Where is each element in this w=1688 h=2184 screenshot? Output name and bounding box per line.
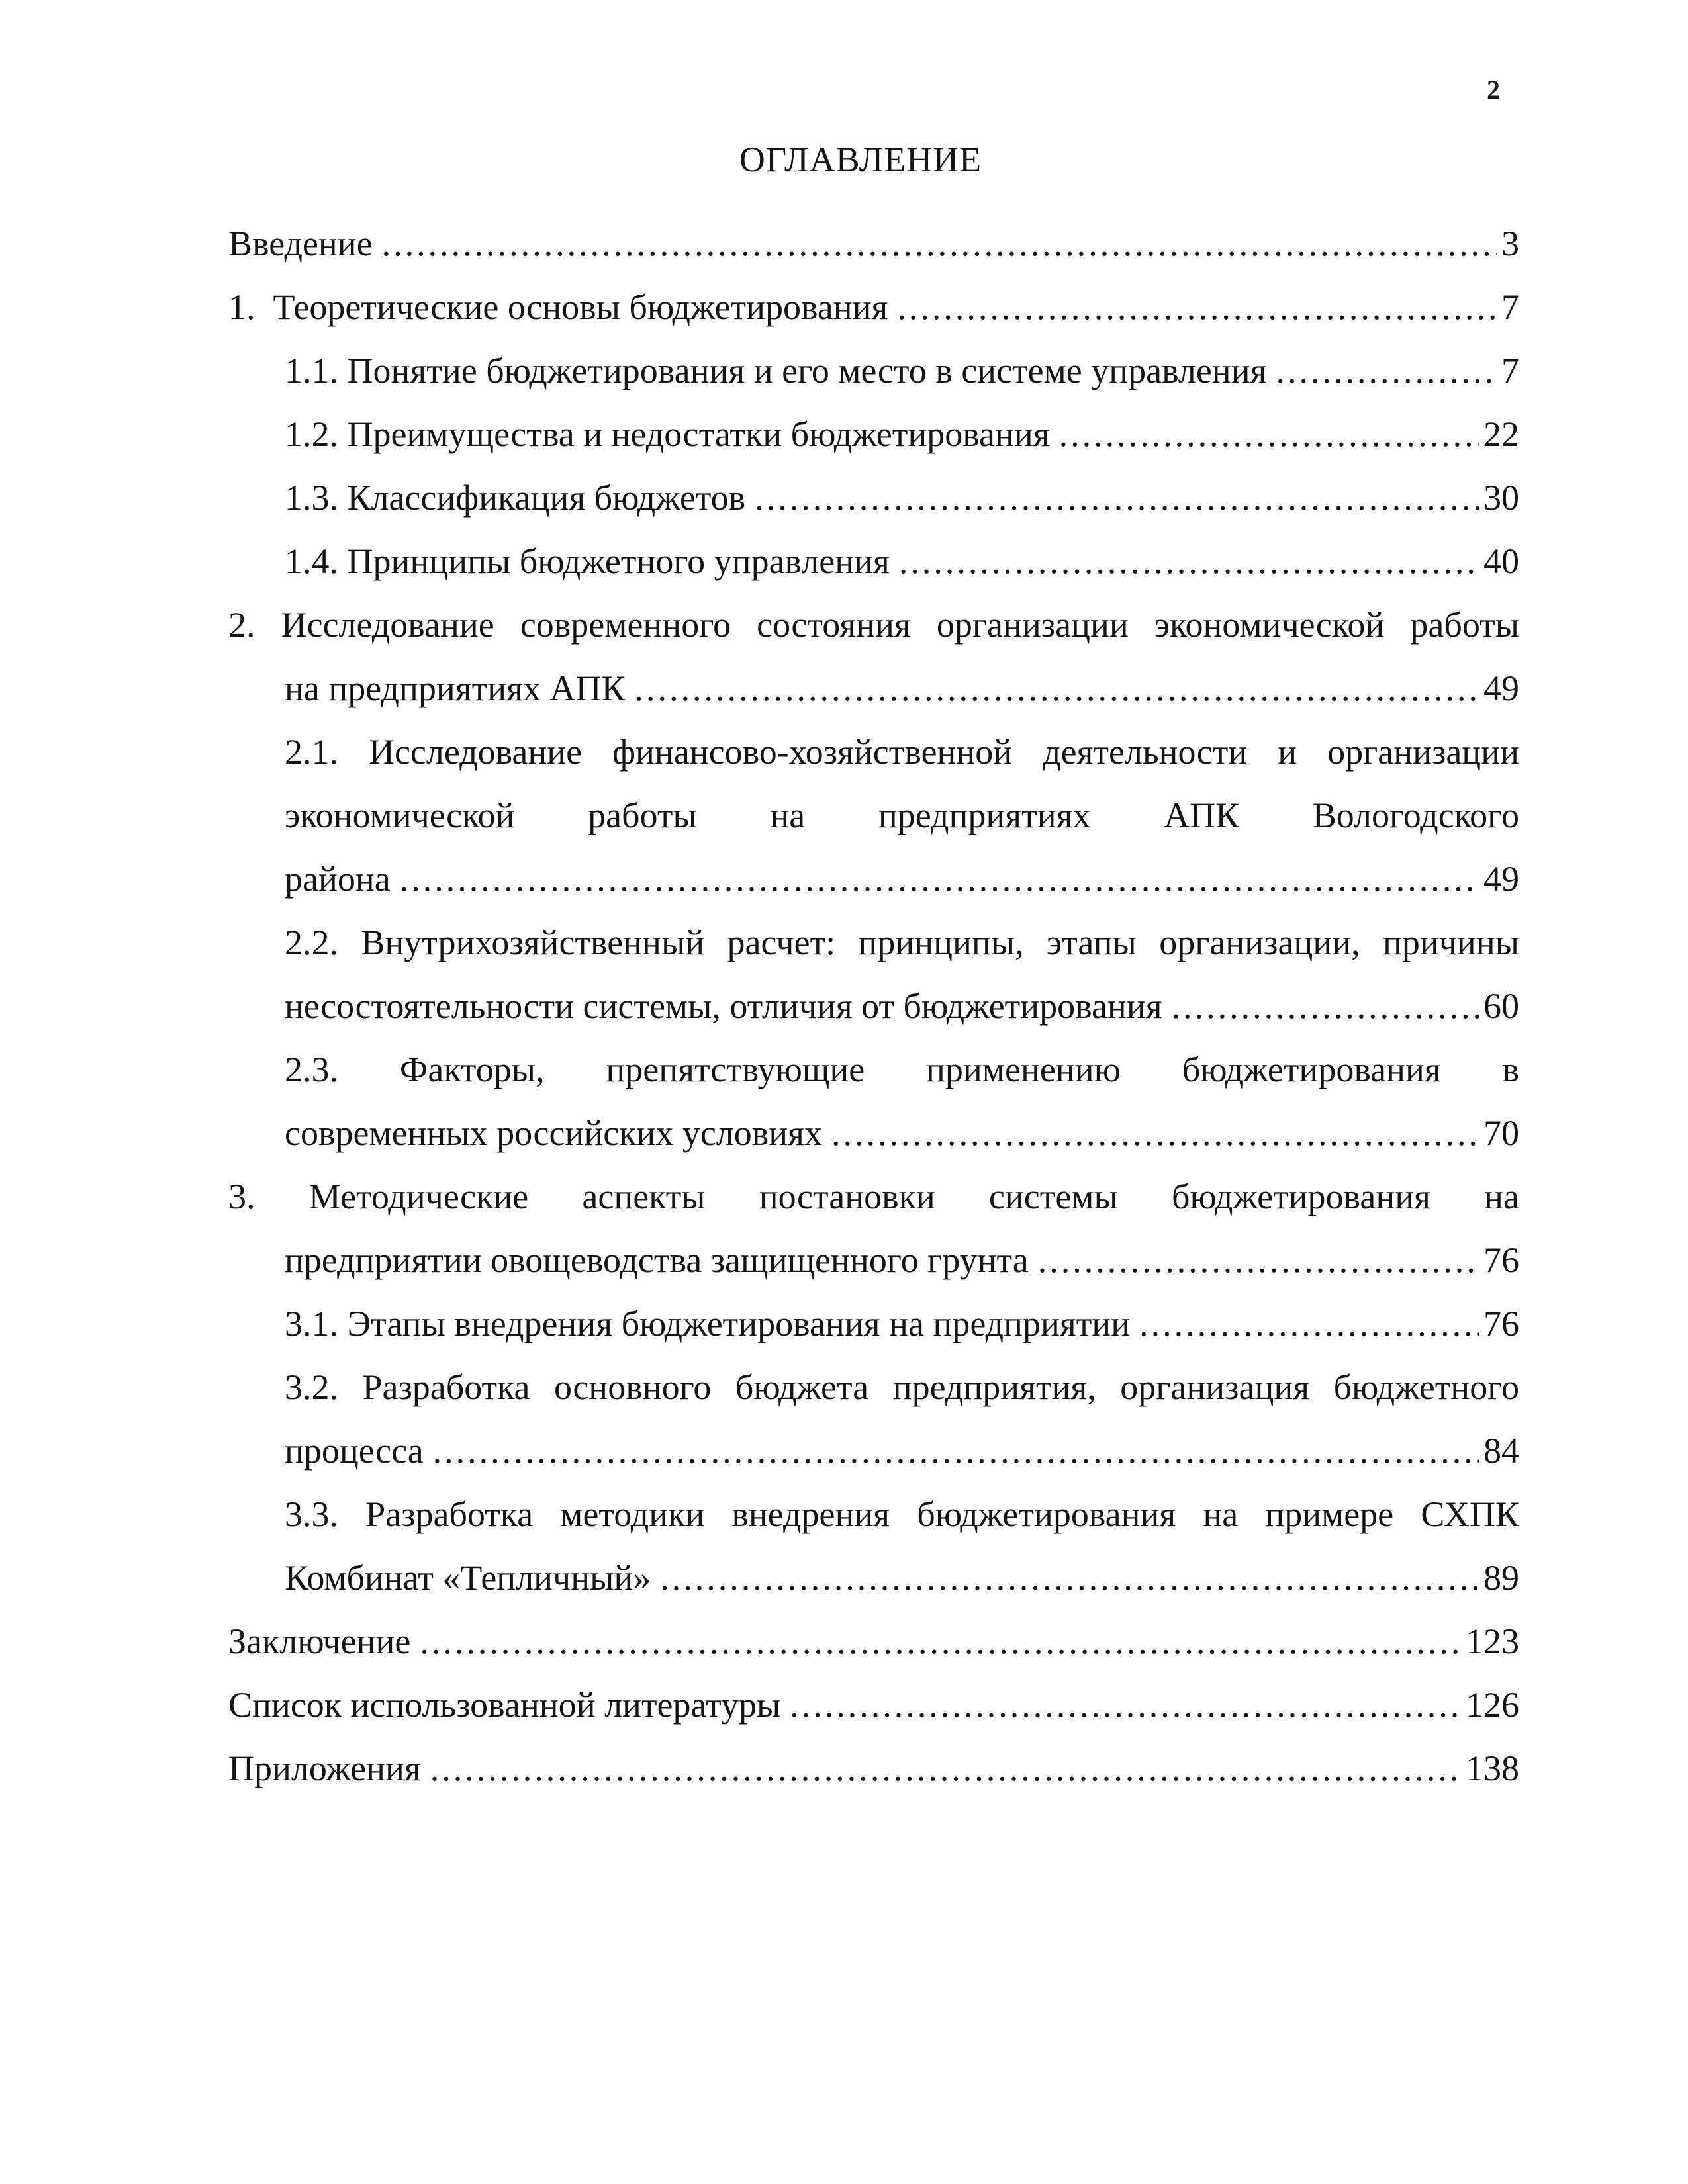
toc-leader-dots (660, 1546, 1479, 1610)
toc-entry-section-1-1[interactable] (228, 339, 1519, 402)
toc-entry-chapter-1[interactable] (228, 275, 1519, 339)
toc-leader-dots (400, 847, 1479, 911)
toc-page-number: 22 (1483, 414, 1519, 454)
toc-page-number: 60 (1483, 986, 1519, 1026)
toc-page-number: 49 (1483, 668, 1519, 708)
toc-entry-section-2-1-line2[interactable]: экономической работы на предприятиях АПК Вологодского (285, 796, 1519, 835)
toc-page-number: 76 (1483, 1240, 1519, 1280)
toc-entry-chapter-3-line2[interactable] (228, 1228, 1519, 1292)
table-of-contents (228, 212, 1519, 1800)
page-title: ОГЛАВЛЕНИЕ (739, 140, 982, 179)
toc-leader-dots (897, 275, 1497, 339)
toc-page-number: 89 (1483, 1558, 1519, 1598)
toc-leader-dots (1172, 974, 1479, 1038)
toc-entry-text: Заключение (228, 1621, 411, 1661)
toc-entry-text: 3.1. Этапы внедрения бюджетирования на предприятии (285, 1304, 1131, 1343)
toc-entry-section-2-3-line2[interactable] (228, 1101, 1519, 1165)
toc-entry-text: района (285, 859, 391, 899)
toc-page-number: 70 (1483, 1113, 1519, 1153)
toc-entry-section-1-3[interactable] (228, 466, 1519, 529)
toc-page-number: 126 (1466, 1685, 1519, 1725)
toc-entry-section-2-3-line1[interactable]: 2.3. Факторы, препятствующие применению бюджетирования в (285, 1050, 1519, 1089)
toc-entry-text: предприятии овощеводства защищенного грунта (285, 1240, 1029, 1280)
toc-entry-section-1-4[interactable] (228, 529, 1519, 593)
toc-entry-text: Введение (228, 224, 373, 263)
toc-leader-dots (831, 1101, 1479, 1165)
toc-page-number: 123 (1466, 1621, 1519, 1661)
toc-page-number: 84 (1483, 1431, 1519, 1471)
toc-entry-text: процесса (285, 1431, 424, 1471)
toc-entry-references[interactable] (228, 1673, 1519, 1737)
toc-leader-dots (899, 529, 1479, 593)
toc-leader-dots (1038, 1228, 1479, 1292)
toc-leader-dots (1276, 339, 1497, 402)
toc-page-number: 138 (1466, 1749, 1519, 1788)
toc-leader-dots (420, 1610, 1462, 1673)
toc-page-number: 3 (1501, 224, 1519, 263)
toc-page-number: 40 (1483, 541, 1519, 581)
toc-entry-chapter-2-line1[interactable]: 2. Исследование современного состояния организации экономической работы (228, 605, 1519, 645)
toc-entry-text: современных российских условиях (285, 1113, 822, 1153)
toc-leader-dots (430, 1737, 1462, 1800)
toc-leader-dots (634, 657, 1479, 720)
toc-entry-section-1-2[interactable] (228, 402, 1519, 466)
toc-leader-dots (790, 1673, 1462, 1737)
toc-entry-section-2-2-line1[interactable]: 2.2. Внутрихозяйственный расчет: принципы, этапы организации, причины (285, 923, 1519, 962)
toc-entry-section-3-3-line1[interactable]: 3.3. Разработка методики внедрения бюджетирования на примере СХПК (285, 1494, 1519, 1534)
toc-page-number: 7 (1501, 351, 1519, 390)
toc-entry-chapter-2-line2[interactable] (228, 657, 1519, 720)
toc-entry-section-2-1-line1[interactable]: 2.1. Исследование финансово-хозяйственной деятельности и организации (285, 732, 1519, 772)
toc-leader-dots (433, 1419, 1479, 1482)
toc-entry-text: Комбинат «Тепличный» (285, 1558, 651, 1598)
toc-leader-dots (1059, 402, 1479, 466)
toc-entry-text: 1.4. Принципы бюджетного управления (285, 541, 890, 581)
toc-entry-text: на предприятиях АПК (285, 668, 626, 708)
toc-entry-section-3-3-line2[interactable] (228, 1546, 1519, 1610)
toc-leader-dots (1139, 1292, 1479, 1355)
toc-entry-text: 1.1. Понятие бюджетирования и его место в системе управления (285, 351, 1267, 390)
toc-leader-dots (382, 212, 1497, 275)
toc-entry-section-3-2-line2[interactable] (228, 1419, 1519, 1482)
toc-entry-section-3-2-line1[interactable]: 3.2. Разработка основного бюджета предприятия, организация бюджетного (285, 1367, 1519, 1407)
toc-page-number: 30 (1483, 478, 1519, 518)
toc-entry-section-3-1[interactable] (228, 1292, 1519, 1355)
toc-entry-text: Приложения (228, 1749, 421, 1788)
toc-page-number: 76 (1483, 1304, 1519, 1343)
toc-entry-section-2-1-line3[interactable] (228, 847, 1519, 911)
page-number: 2 (1487, 75, 1500, 105)
toc-entry-section-2-2-line2[interactable] (228, 974, 1519, 1038)
toc-entry-text: 1. Теоретические основы бюджетирования (228, 287, 888, 327)
toc-page-number: 49 (1483, 859, 1519, 899)
toc-entry-text: Список использованной литературы (228, 1685, 781, 1725)
toc-entry-introduction[interactable] (228, 212, 1519, 275)
toc-entry-text: 1.3. Классификация бюджетов (285, 478, 746, 518)
toc-entry-appendices[interactable] (228, 1737, 1519, 1800)
toc-entry-chapter-3-line1[interactable]: 3. Методические аспекты постановки системы бюджетирования на (228, 1177, 1519, 1216)
toc-leader-dots (755, 466, 1479, 529)
toc-page-number: 7 (1501, 287, 1519, 327)
toc-entry-conclusion[interactable] (228, 1610, 1519, 1673)
toc-entry-text: несостоятельности системы, отличия от бюджетирования (285, 986, 1162, 1026)
toc-entry-text: 1.2. Преимущества и недостатки бюджетирования (285, 414, 1050, 454)
